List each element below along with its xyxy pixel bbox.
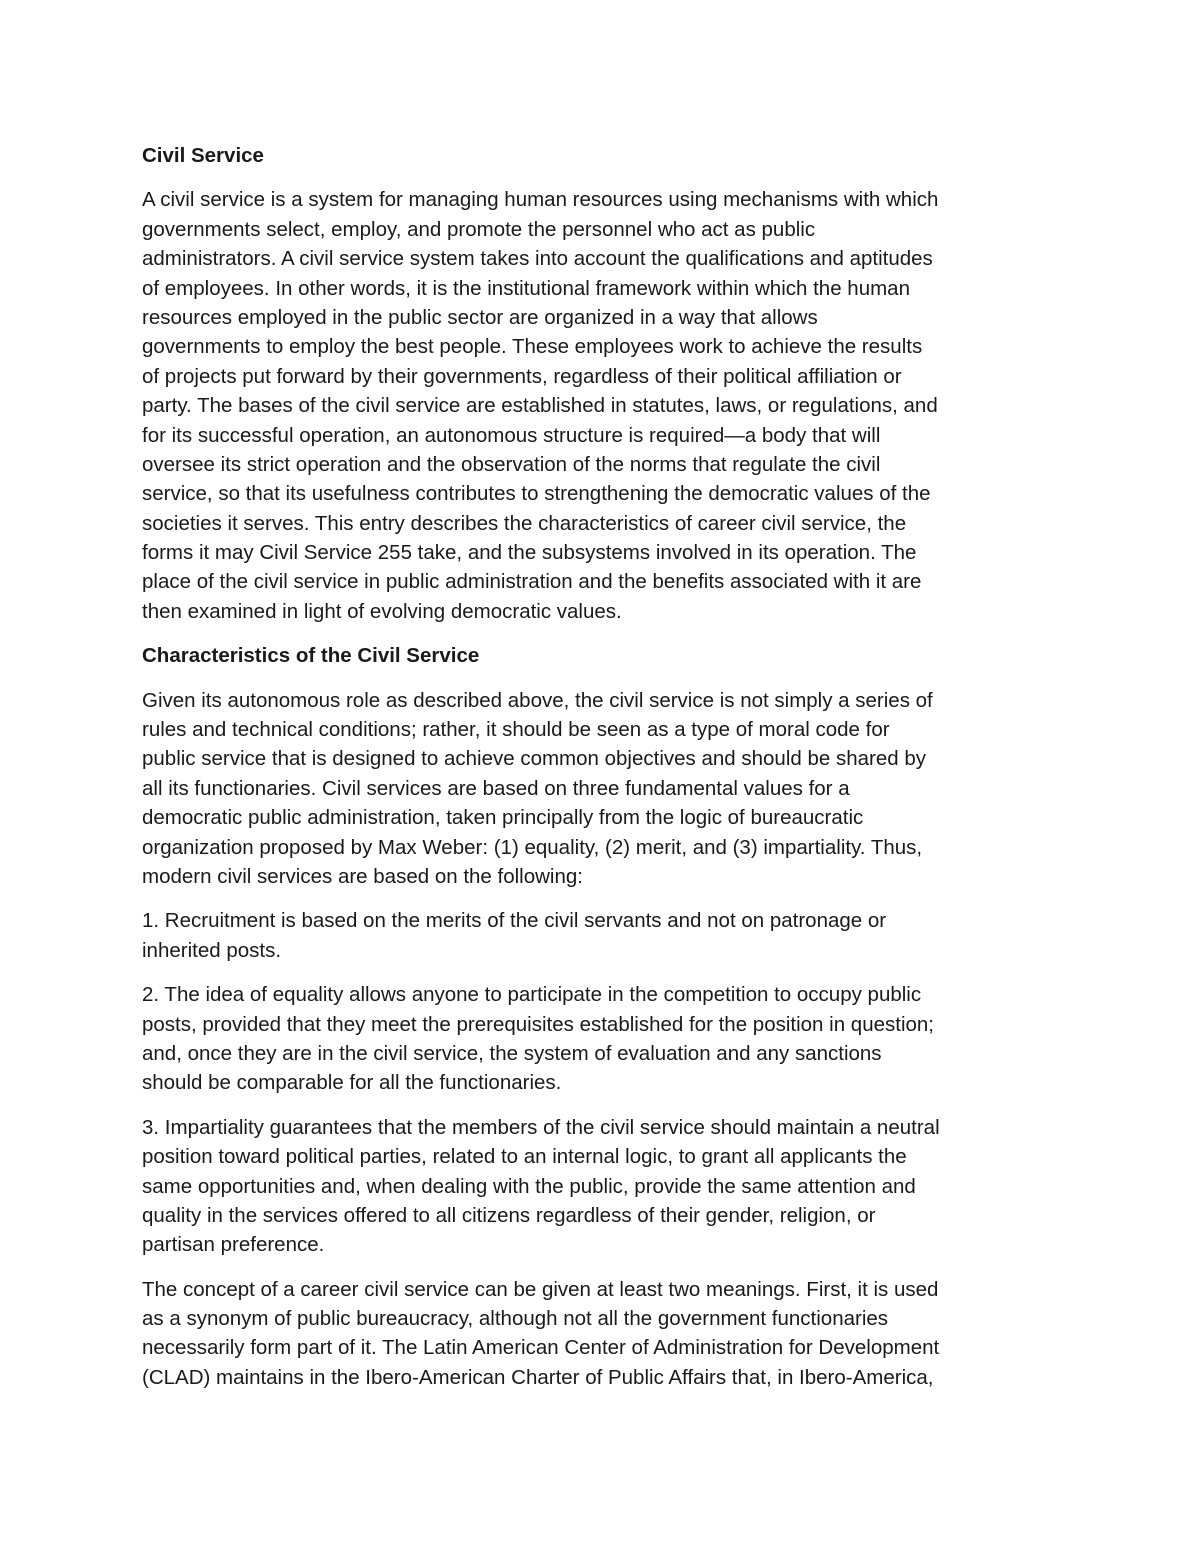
text-line: inherited posts.: [142, 938, 282, 962]
list-item-impartiality: [142, 1113, 1062, 1260]
text-line: societies it serves. This entry describes the characteristics of career civil service, the: [142, 511, 907, 535]
text-line: as a synonym of public bureaucracy, although not all the government functionaries: [142, 1307, 889, 1331]
text-line: modern civil services are based on the following:: [142, 865, 583, 889]
paragraph-career-civil-service: [142, 1275, 1062, 1393]
text-line: Given its autonomous role as described above, the civil service is not simply a series of: [142, 688, 933, 712]
paragraph-characteristics: [142, 686, 1062, 892]
list-item-equality: [142, 980, 1062, 1098]
text-line: all its functionaries. Civil services are based on three fundamental values for a: [142, 776, 850, 800]
text-line: resources employed in the public sector are organized in a way that allows: [142, 305, 818, 329]
text-line: governments select, employ, and promote the personnel who act as public: [142, 217, 816, 241]
text-line: The concept of a career civil service can be given at least two meanings. First, it is used: [142, 1277, 939, 1301]
text-line: organization proposed by Max Weber: (1) equality, (2) merit, and (3) impartiality. Thus,: [142, 835, 923, 859]
text-line: service, so that its usefulness contributes to strengthening the democratic values of the: [142, 482, 931, 506]
list-item-recruitment: [142, 906, 1062, 965]
text-line: place of the civil service in public administration and the benefits associated with it are: [142, 570, 922, 594]
text-line: for its successful operation, an autonomous structure is required—a body that will: [142, 423, 881, 447]
text-line: should be comparable for all the functionaries.: [142, 1071, 562, 1095]
text-line: democratic public administration, taken principally from the logic of bureaucratic: [142, 806, 864, 830]
paragraph-intro: [142, 185, 1062, 626]
text-line: and, once they are in the civil service, the system of evaluation and any sanctions: [142, 1041, 882, 1065]
text-line: forms it may Civil Service 255 take, and the subsystems involved in its operation. The: [142, 541, 917, 565]
text-line: of projects put forward by their governments, regardless of their political affiliation or: [142, 364, 902, 388]
text-line: of employees. In other words, it is the institutional framework within which the human: [142, 276, 910, 300]
text-line: (CLAD) maintains in the Ibero-American Charter of Public Affairs that, in Ibero-America,: [142, 1365, 934, 1389]
text-line: then examined in light of evolving democratic values.: [142, 599, 622, 623]
text-line: partisan preference.: [142, 1233, 325, 1257]
section-heading-civil-service: Civil Service: [142, 144, 264, 167]
text-line: party. The bases of the civil service are established in statutes, laws, or regulations, and: [142, 394, 938, 418]
text-line: posts, provided that they meet the prerequisites established for the position in question;: [142, 1012, 935, 1036]
text-line: necessarily form part of it. The Latin American Center of Administration for Development: [142, 1336, 940, 1360]
text-line: 2. The idea of equality allows anyone to participate in the competition to occupy public: [142, 983, 922, 1007]
text-line: administrators. A civil service system takes into account the qualifications and aptitudes: [142, 247, 933, 271]
text-line: same opportunities and, when dealing with the public, provide the same attention and: [142, 1174, 916, 1198]
text-line: quality in the services offered to all citizens regardless of their gender, religion, or: [142, 1203, 876, 1227]
text-line: rules and technical conditions; rather, it should be seen as a type of moral code for: [142, 718, 890, 742]
text-line: 1. Recruitment is based on the merits of the civil servants and not on patronage or: [142, 909, 887, 933]
text-line: position toward political parties, related to an internal logic, to grant all applicants the: [142, 1145, 907, 1169]
document-body: [142, 141, 1062, 1407]
text-line: governments to employ the best people. These employees work to achieve the results: [142, 335, 923, 359]
text-line: oversee its strict operation and the observation of the norms that regulate the civil: [142, 452, 881, 476]
text-line: public service that is designed to achieve common objectives and should be shared by: [142, 747, 927, 771]
text-line: A civil service is a system for managing human resources using mechanisms with which: [142, 188, 939, 212]
text-line: 3. Impartiality guarantees that the members of the civil service should maintain a neutral: [142, 1115, 940, 1139]
section-heading-characteristics: Characteristics of the Civil Service: [142, 644, 480, 668]
